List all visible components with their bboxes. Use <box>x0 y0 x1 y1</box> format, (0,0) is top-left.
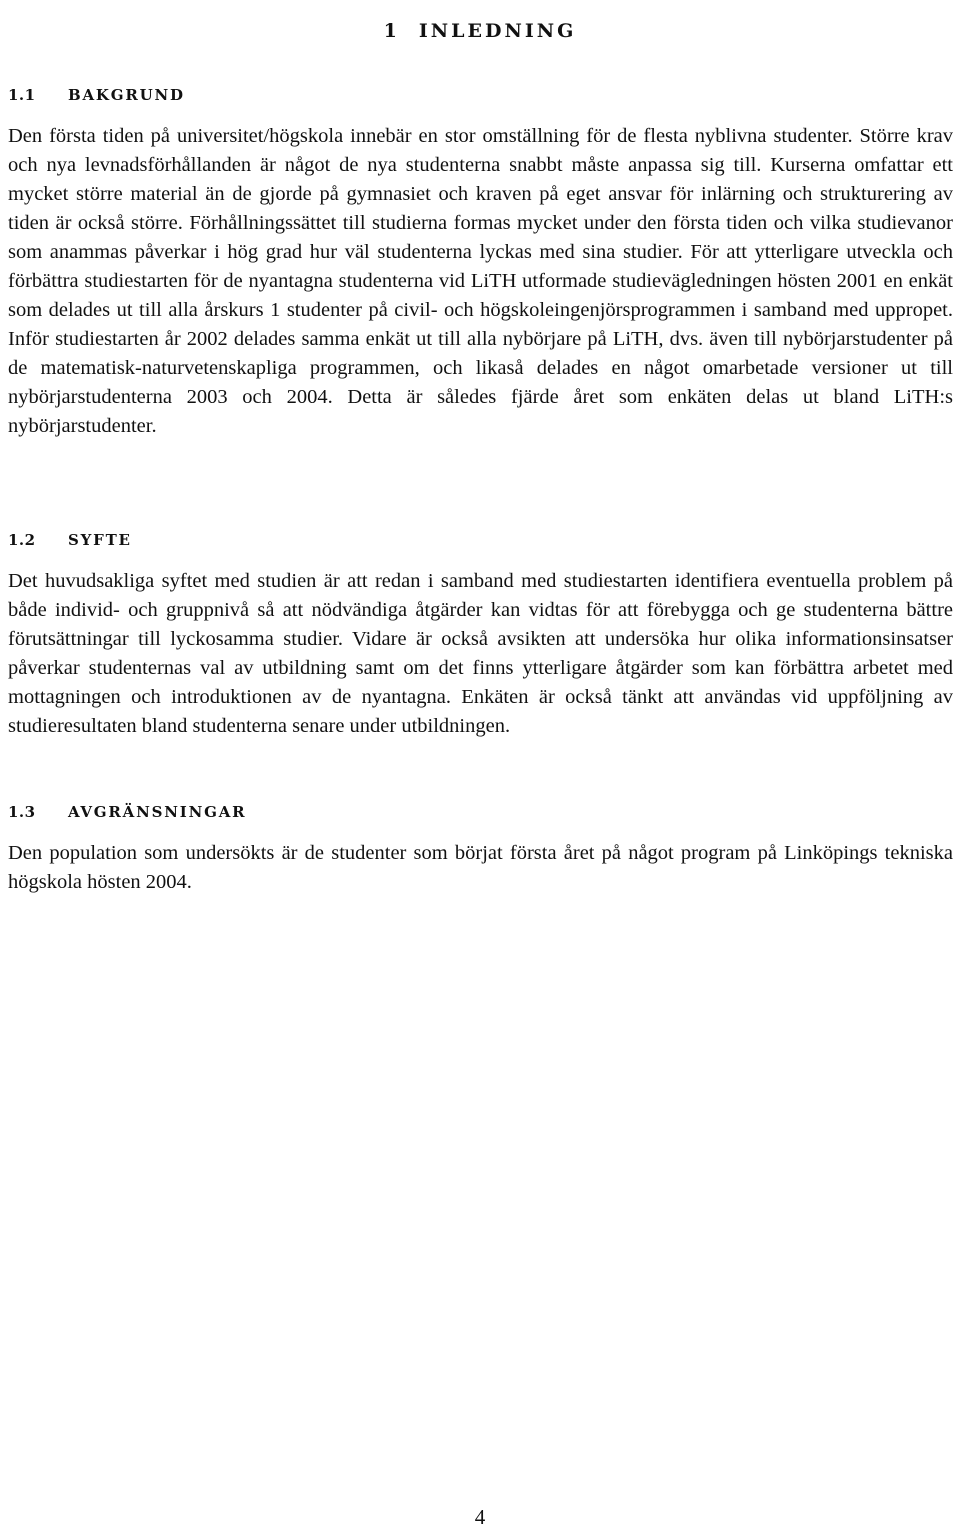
section-heading <box>8 531 953 549</box>
section-paragraph: Den första tiden på universitet/högskola innebär en stor omställning för de flesta nyblivna studenter. Större krav och nya levnadsförhållanden är något de nya studenterna snabbt måste anpassa sig till. Kurserna omfattar ett mycket större material än de gjorde på gymnasiet och kraven på eget ansvar för inlärning och strukturering av tiden är också större. Förhållningssättet till studierna formas mycket under den första tiden och vilka studievanor som anammas påverkar i hög grad hur väl studenterna lyckas med sina studier. För att ytterligare utveckla och förbättra studiestarten för de nyantagna studenterna vid LiTH utformade studievägledningen hösten 2001 en enkät som delades ut till alla årskurs 1 studenter på civil- och högskoleingenjörsprogrammen i samband med uppropet. Inför studiestarten år 2002 delades samma enkät ut till alla nybörjare på LiTH, dvs. även till nybörjarstudenter på de matematisk-naturvetenskapliga programmen, och likaså delades en något omarbetade versioner ut till nybörjarstudenterna 2003 och 2004. Detta är således fjärde året som enkäten delas ut bland LiTH:s nybörjarstudenter. <box>8 125 953 437</box>
section-number: 1.1 <box>8 86 36 104</box>
section-number: 1.2 <box>8 531 36 549</box>
section-syfte <box>8 531 953 741</box>
section-paragraph: Det huvudsakliga syftet med studien är att redan i samband med studiestarten identifiera eventuella problem på både individ- och gruppnivå så att nödvändiga åtgärder kan vidtas för att förebygga och ge studenterna bättre förutsättningar till lyckosamma studier. Vidare är också avsikten att undersöka hur olika informationsinsatser påverkar studenternas val av utbildning samt om det finns ytterligare åtgärder som kan förbättra arbetet med mottagningen och introduktionen av de nyantagna. Enkäten är också tänkt att användas vid uppföljning av studieresultaten bland studenterna senare under utbildningen. <box>8 570 953 737</box>
section-bakgrund <box>8 86 953 441</box>
section-number: 1.3 <box>8 803 36 821</box>
page-number: 4 <box>474 1505 486 1529</box>
section-title: BAKGRUND <box>68 86 185 104</box>
section-heading <box>8 803 953 821</box>
chapter-number: 1 <box>383 20 397 42</box>
section-heading <box>8 86 953 104</box>
chapter-title-text: INLEDNING <box>418 20 577 42</box>
section-title: SYFTE <box>68 531 132 549</box>
section-paragraph: Den population som undersökts är de studenter som börjat första året på något program på Linköpings tekniska högskola hösten 2004. <box>8 842 953 893</box>
section-avgransningar <box>8 803 953 897</box>
section-title: AVGRÄNSNINGAR <box>68 803 247 821</box>
chapter-title <box>0 20 960 42</box>
